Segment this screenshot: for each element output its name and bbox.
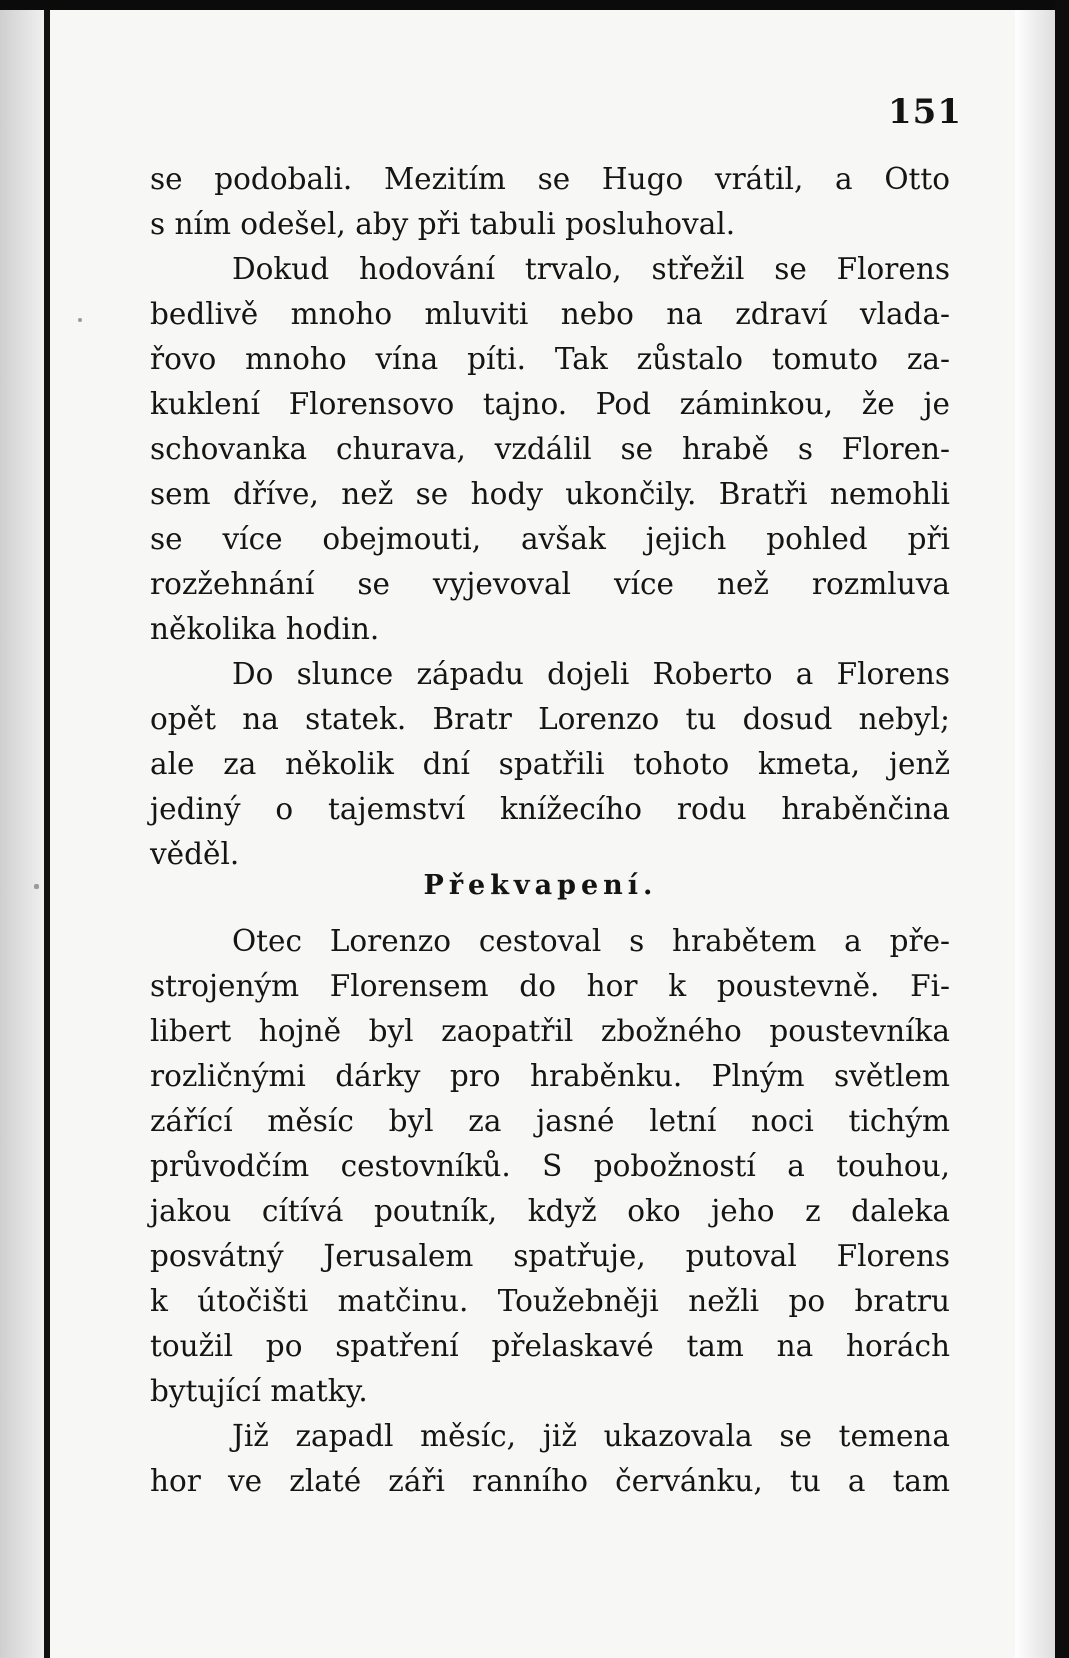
- text-line: strojeným Florensem do hor k poustevně. Fi-: [150, 969, 950, 1003]
- text-line: schovanka churava, vzdálil se hrabě s Floren-: [150, 432, 950, 466]
- text-line: zářící měsíc byl za jasné letní noci tichým: [150, 1104, 950, 1138]
- text-line: Otec Lorenzo cestoval s hrabětem a pře-: [232, 924, 950, 958]
- text-line: Již zapadl měsíc, již ukazovala se temena: [232, 1419, 950, 1453]
- top-scan-border: [0, 0, 1069, 10]
- text-line: průvodčím cestovníků. S pobožností a touhou,: [150, 1149, 950, 1183]
- text-line: rozžehnání se vyjevoval více než rozmluva: [150, 567, 950, 601]
- text-line: řovo mnoho vína píti. Tak zůstalo tomuto za-: [150, 342, 950, 376]
- text-line: kuklení Florensovo tajno. Pod záminkou, že je: [150, 387, 950, 421]
- text-line: se více obejmouti, avšak jejich pohled při: [150, 522, 950, 556]
- text-line: k útočišti matčinu. Toužebněji nežli po bratru: [150, 1284, 950, 1318]
- text-line: bedlivě mnoho mluviti nebo na zdraví vlada-: [150, 297, 950, 331]
- text-line: posvátný Jerusalem spatřuje, putoval Florens: [150, 1239, 950, 1273]
- text-line: sem dříve, než se hody ukončily. Bratři nemohli: [150, 477, 950, 511]
- text-line: několika hodin.: [150, 612, 380, 646]
- text-line: Dokud hodování trvalo, střežil se Florens: [232, 252, 950, 286]
- text-block-top: [150, 157, 950, 877]
- left-scan-border: [44, 0, 50, 1658]
- text-line: jediný o tajemství knížecího rodu hraběnčina: [150, 792, 950, 826]
- text-line: ale za několik dní spatřili tohoto kmeta, jenž: [150, 747, 950, 781]
- text-line: bytující matky.: [150, 1374, 368, 1408]
- text-line: libert hojně byl zaopatřil zbožného poustevníka: [150, 1014, 950, 1048]
- text-line: se podobali. Mezitím se Hugo vrátil, a Otto: [150, 162, 950, 196]
- text-block-bottom: [150, 919, 950, 1504]
- text-line: Do slunce západu dojeli Roberto a Florens: [232, 657, 950, 691]
- text-line: rozličnými dárky pro hraběnku. Plným světlem: [150, 1059, 950, 1093]
- text-line: toužil po spatření přelaskavé tam na horách: [150, 1329, 950, 1363]
- text-line: jakou cítívá poutník, když oko jeho z daleka: [150, 1194, 950, 1228]
- text-line: věděl.: [150, 837, 240, 871]
- section-heading: Překvapení.: [423, 870, 658, 901]
- text-line: hor ve zlaté záři ranního červánku, tu a tam: [150, 1464, 950, 1498]
- text-line: opět na statek. Bratr Lorenzo tu dosud nebyl;: [150, 702, 950, 736]
- right-edge-shadow: [1015, 10, 1055, 1658]
- page-number: 151: [888, 92, 962, 132]
- dust-speck: [78, 318, 82, 322]
- text-line: s ním odešel, aby při tabuli posluhoval.: [150, 207, 736, 241]
- right-scan-border: [1055, 0, 1069, 1658]
